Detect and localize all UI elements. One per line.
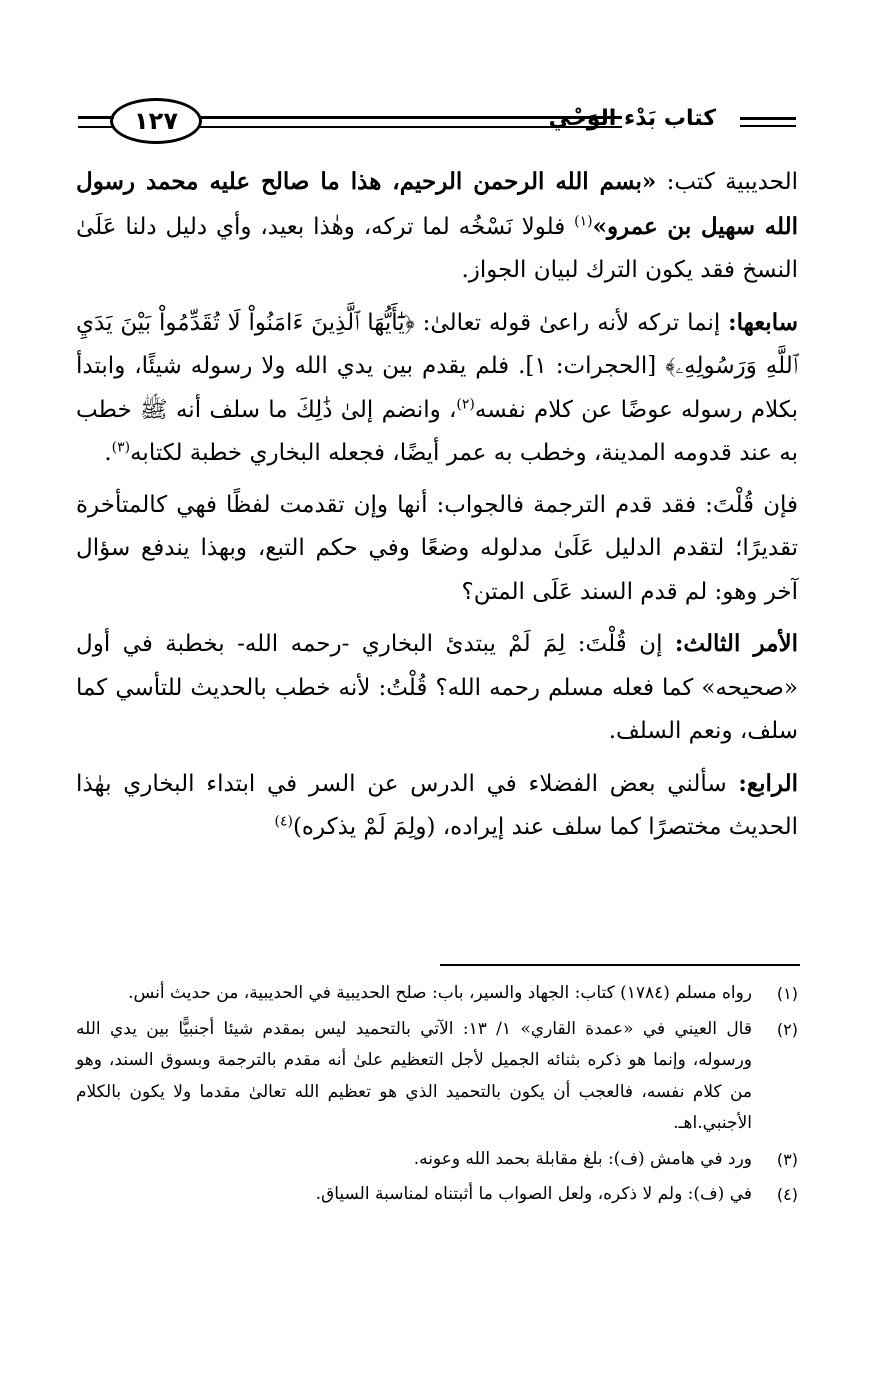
footnote-number: (٣) [776,1149,798,1169]
footnote-text: ورد في هامش (ف): بلغ مقابلة بحمد الله وعونه. [413,1148,752,1169]
paragraph-4-label: الأمر الثالث: [674,630,798,657]
footnote-item [76,1179,798,1211]
footnote-separator [440,964,800,966]
paragraph-2-text-c: . [104,440,112,466]
header-rule-right [740,117,796,127]
paragraph-5 [76,762,798,850]
paragraph-1 [76,160,798,293]
paragraph-5-label: الرابع: [738,769,798,797]
footnote-item [76,978,798,1010]
footnote-number: (١) [776,984,798,1003]
paragraph-4 [76,622,798,754]
footnote-ref-2[interactable]: (٢) [456,395,475,412]
main-text [76,160,798,858]
footnote-text: رواه مسلم (١٧٨٤) كتاب: الجهاد والسير، باب: صلح الحديبية في الحديبية، من حديث أنس. [128,983,752,1003]
page-number: ١٢٧ [110,98,202,144]
paragraph-2-text-b: ، وانضم إلىٰ ذَٰلِكَ ما سلف أنه ﷺ خطب به عند قدومه المدينة، وخطب به عمر أيضًا، فجعله البخاري خطبة لكتابه [76,396,798,466]
header-rule-left [78,116,114,128]
paragraph-1-text-c: فلولا نَسْخُه لما تركه، وهٰذا بعيد، وأي دليل دلنا عَلَىٰ النسخ فقد يكون الترك لبيان الجواز. [76,213,798,283]
paragraph-5-text: سألني بعض الفضلاء في الدرس عن السر في ابتداء البخاري بهٰذا الحديث مختصرًا كما سلف عند إيراده، (ولِمَ لَمْ يذكره) [76,770,798,840]
footnote-item [76,1144,798,1176]
footnote-ref-4[interactable]: (٤) [274,813,293,830]
paragraph-4-text: إن قُلْتَ: لِمَ لَمْ يبتدئ البخاري -رحمه الله- بخطبة في أول «صحيحه» كما فعله مسلم رحمه الله؟ قُلْتُ: لأنه خطب بالحديث للتأسي كما سلف، ونعم السلف. [76,631,798,744]
paragraph-1-quote: «بسم الله الرحمن الرحيم، هذا ما صالح عليه محمد رسول الله سهيل بن عمرو» [76,168,798,240]
footnote-number: (٤) [776,1185,798,1204]
footnotes [76,978,798,1215]
running-header [78,96,796,148]
paragraph-2-text-a: إنما تركه لأنه راعىٰ قوله تعالىٰ: ﴿يَٰٓأَيُّهَا ٱلَّذِينَ ءَامَنُواْ لَا تُقَدِّمُواْ بَيْنَ يَدَيِ ٱللَّهِ وَرَسُولِهِۦ﴾ [الحجرات: ١]. فلم يقدم بين يدي الله ولا رسوله شيئًا، وابتدأ بكلام رسوله عوضًا عن كلام نفسه [76,309,798,423]
header-title: كتاب بَدْء الوَحْي [548,106,716,131]
header-rule-middle [200,116,622,128]
paragraph-3 [76,484,798,615]
footnote-text: في (ف): ولم لا ذكره، ولعل الصواب ما أثبتناه لمناسبة السياق. [315,1184,752,1204]
footnote-ref-3[interactable]: (٣) [111,439,131,456]
paragraph-2-label: سابعها: [728,308,798,336]
paragraph-2 [76,301,798,476]
paragraph-1-text-a: الحديبية كتب: [656,169,799,195]
paragraph-3-text: فإن قُلْتَ: فقد قدم الترجمة فالجواب: أنها وإن تقدمت لفظًا فهي كالمتأخرة تقديرًا؛ لتقدم الدليل عَلَىٰ مدلوله وضعًا وفي حكم التبع، وبهذا يندفع سؤال آخر وهو: لم قدم السند عَلَى المتن؟ [76,491,798,605]
footnote-item [76,1014,798,1140]
footnote-number: (٢) [776,1019,798,1039]
footnote-ref-1[interactable]: (١) [574,212,593,229]
footnote-text: قال العيني في «عمدة القاري» ١/ ١٣: الآتي بالتحميد ليس بمقدم شيئا أجنبيًّا بين يدي الله ورسوله، وإنما هو ذكره بثنائه الجميل لأجل التعظيم علىٰ أنه مقدم بالترجمة وبسوق السند، وهو من كلام نفسه، فالعجب أن يكون بالتحميد الذي هو تعظيم الله تعالىٰ مقدما ولا يكون بالكلام الأجنبي.اهـ. [76,1018,752,1133]
